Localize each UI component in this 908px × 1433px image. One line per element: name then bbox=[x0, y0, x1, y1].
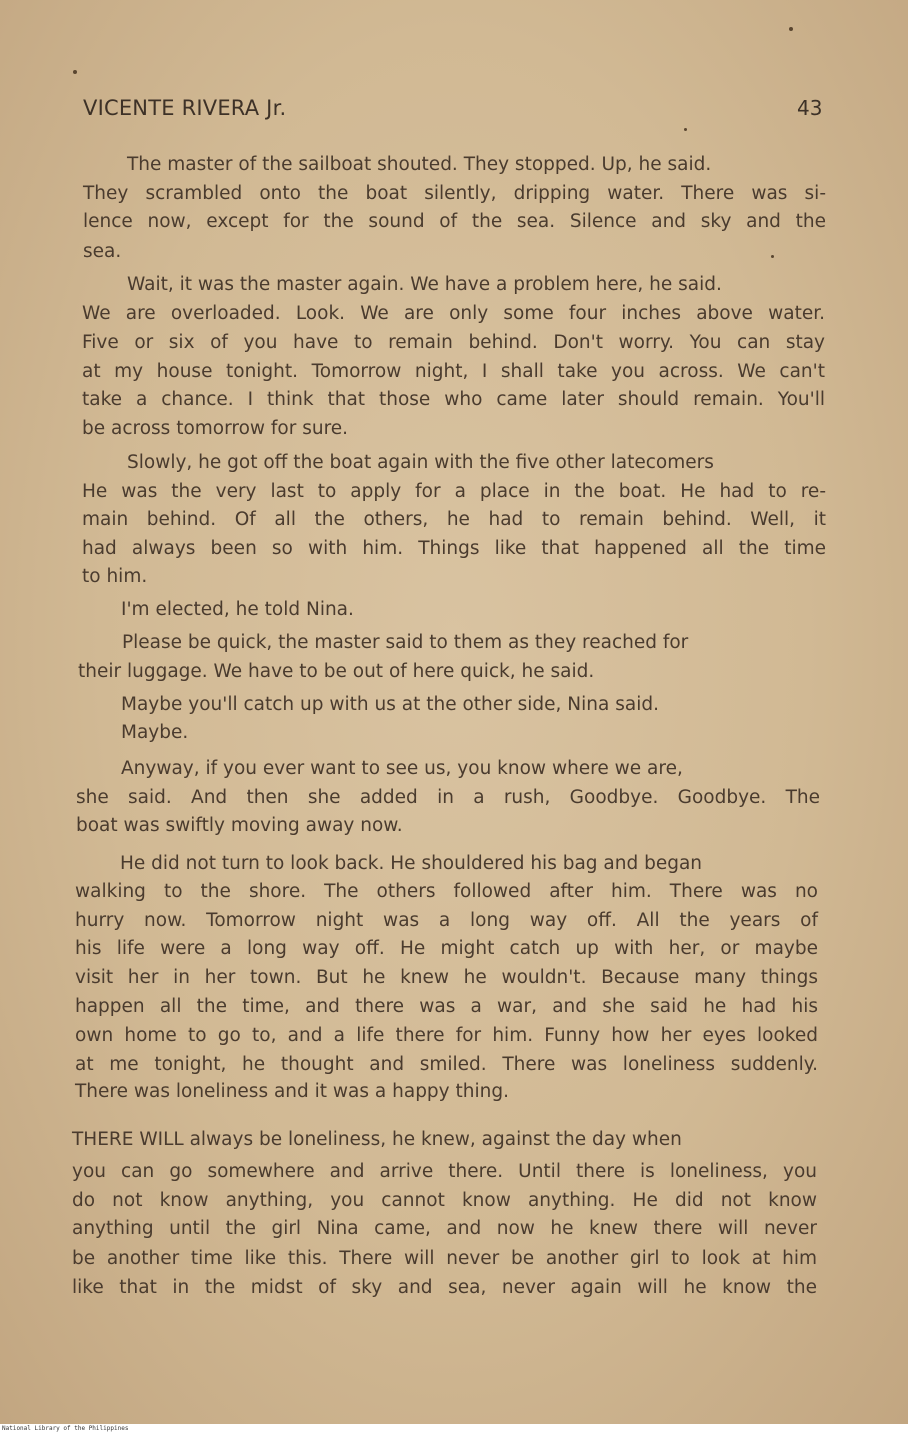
text-line: main behind. Of all the others, he had to remain behind. Well, it bbox=[82, 509, 826, 530]
footer-strip bbox=[0, 1424, 908, 1433]
text-line: own home to go to, and a life there for him. Funny how her eyes looked bbox=[75, 1025, 818, 1046]
text-line: Maybe. bbox=[121, 722, 189, 743]
text-line: take a chance. I think that those who came later should remain. You'll bbox=[82, 389, 825, 410]
text-line: his life were a long way off. He might catch up with her, or maybe bbox=[75, 938, 818, 959]
text-line: had always been so with him. Things like that happened all the time bbox=[82, 538, 826, 559]
text-line: she said. And then she added in a rush, Goodbye. Goodbye. The bbox=[76, 787, 820, 808]
text-line: Slowly, he got off the boat again with the five other latecomers bbox=[127, 452, 714, 473]
page-number: 43 bbox=[797, 96, 823, 120]
text-line: boat was swiftly moving away now. bbox=[76, 815, 403, 836]
text-line: Wait, it was the master again. We have a problem here, he said. bbox=[127, 274, 722, 295]
library-credit: National Library of the Philippines bbox=[2, 1425, 129, 1432]
dust-speck bbox=[789, 27, 793, 31]
text-line: Maybe you'll catch up with us at the other side, Nina said. bbox=[121, 694, 659, 715]
text-line: at me tonight, he thought and smiled. There was loneliness suddenly. bbox=[75, 1054, 818, 1075]
text-line: happen all the time, and there was a war, and she said he had his bbox=[75, 996, 818, 1017]
text-line: There was loneliness and it was a happy thing. bbox=[75, 1081, 509, 1102]
text-line: you can go somewhere and arrive there. Until there is loneliness, you bbox=[72, 1161, 817, 1182]
text-line: their luggage. We have to be out of here quick, he said. bbox=[78, 661, 595, 682]
text-line: lence now, except for the sound of the sea. Silence and sky and the bbox=[83, 211, 826, 232]
text-line: at my house tonight. Tomorrow night, I shall take you across. We can't bbox=[82, 361, 825, 382]
text-line: THERE WILL always be loneliness, he knew, against the day when bbox=[72, 1129, 682, 1150]
text-line: I'm elected, he told Nina. bbox=[121, 599, 354, 620]
text-line: He was the very last to apply for a place in the boat. He had to re- bbox=[82, 481, 826, 502]
text-line: like that in the midst of sky and sea, never again will he know the bbox=[72, 1277, 817, 1298]
dust-speck bbox=[73, 70, 77, 74]
dust-speck bbox=[684, 128, 687, 131]
running-head-author: VICENTE RIVERA Jr. bbox=[83, 96, 287, 120]
text-line: Five or six of you have to remain behind. Don't worry. You can stay bbox=[82, 332, 825, 353]
text-line: walking to the shore. The others followed after him. There was no bbox=[75, 881, 818, 902]
text-line: be across tomorrow for sure. bbox=[82, 418, 349, 439]
text-line: to him. bbox=[82, 566, 148, 587]
text-line: anything until the girl Nina came, and now he knew there will never bbox=[72, 1218, 817, 1239]
text-line: Anyway, if you ever want to see us, you know where we are, bbox=[121, 758, 683, 779]
text-line: They scrambled onto the boat silently, dripping water. There was si- bbox=[83, 183, 826, 204]
text-line: visit her in her town. But he knew he wouldn't. Because many things bbox=[75, 967, 818, 988]
text-line: We are overloaded. Look. We are only some four inches above water. bbox=[82, 303, 825, 324]
text-line: be another time like this. There will never be another girl to look at him bbox=[72, 1248, 817, 1269]
text-line: The master of the sailboat shouted. They stopped. Up, he said. bbox=[127, 154, 712, 175]
text-line: do not know anything, you cannot know anything. He did not know bbox=[72, 1190, 817, 1211]
text-line: He did not turn to look back. He shouldered his bag and began bbox=[120, 853, 703, 874]
text-line: hurry now. Tomorrow night was a long way off. All the years of bbox=[75, 910, 818, 931]
text-line: Please be quick, the master said to them as they reached for bbox=[122, 632, 689, 653]
text-line: sea. bbox=[83, 241, 122, 262]
